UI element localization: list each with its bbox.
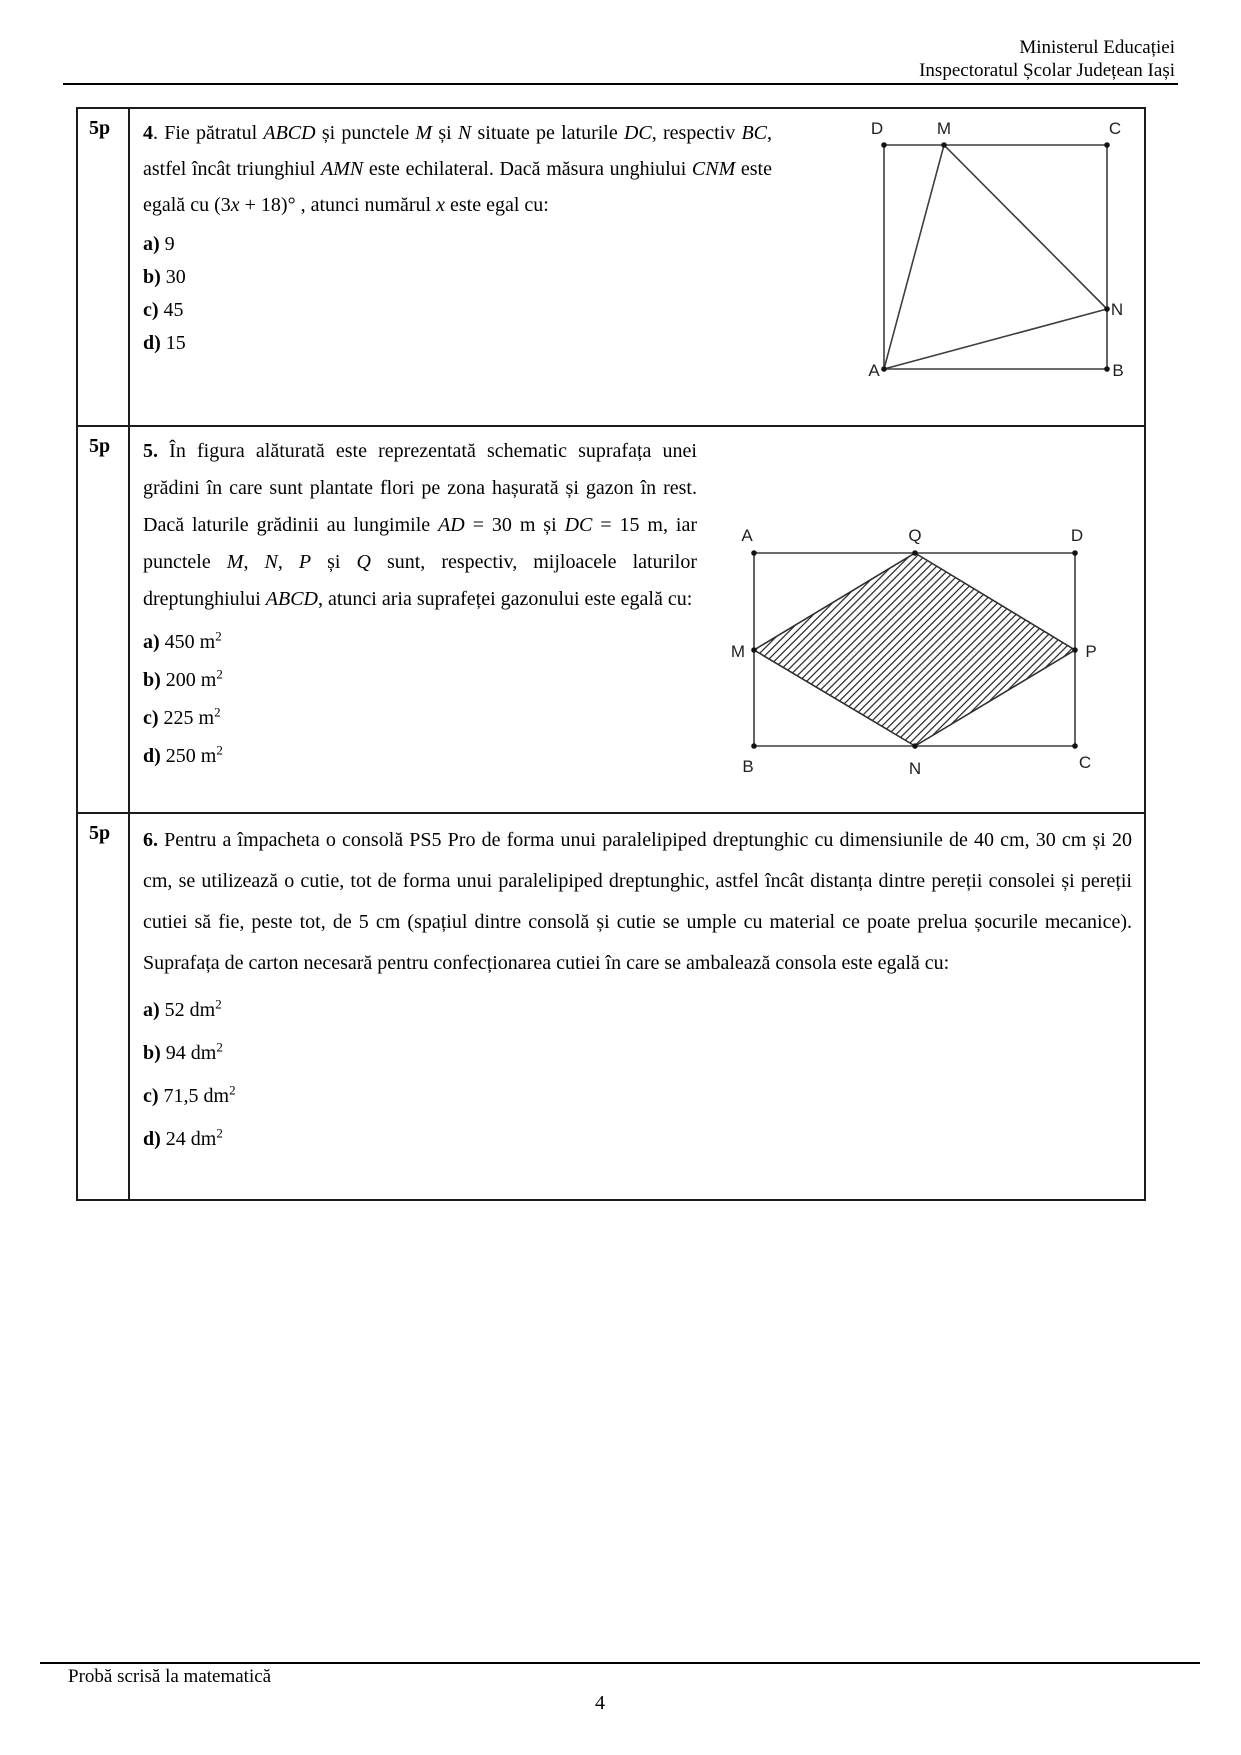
points-cell: 5p [78, 814, 130, 1199]
garden-figure [727, 521, 1107, 779]
vertex-label-m: M [936, 119, 952, 138]
question-row-4 [78, 109, 1144, 425]
answer-option-c: c) 225 $m^2$ [143, 704, 221, 729]
points-cell: 5p [78, 109, 130, 425]
vertex-label-c: C [1108, 119, 1122, 138]
vertex-label-n: N [1110, 300, 1124, 319]
answer-option-d: d) 15 [143, 332, 186, 354]
document-header [919, 36, 1175, 82]
question-text: 4. Fie pătratul ABCD și punctele M și N situate pe laturile DC, respectiv BC, astfel încât triunghiul AMN este echilateral. Dacă măsura unghiului CNM este egală cu (3x + 18)° , atunci numărul x este egal cu: [143, 122, 773, 216]
question-body-4 [130, 109, 1144, 425]
answer-options [143, 989, 1132, 1161]
answer-option-d: d) 250 $m^2$ [143, 742, 223, 767]
answer-option-b: b) 94 $dm^2$ [143, 1039, 223, 1064]
answer-option-a: a) 9 [143, 233, 175, 255]
header-inspectorate-line: Inspectoratul Școlar Județean Iași [919, 60, 1175, 81]
header-ministry-line: Ministerul Educației [1019, 37, 1175, 58]
answer-option-c: c) 71,5 $dm^2$ [143, 1082, 236, 1107]
header-rule [63, 83, 1178, 85]
answer-option-c: c) 45 [143, 299, 184, 321]
footer-rule [40, 1662, 1200, 1664]
question-row-6 [78, 812, 1144, 1199]
question-body-6 [130, 814, 1144, 1199]
footer-page-number: 4 [595, 1692, 605, 1714]
vertex-label-d: D [1070, 526, 1084, 545]
answer-option-a: a) 52 $dm^2$ [143, 996, 222, 1021]
answer-option-b: b) 30 [143, 266, 186, 288]
question-text: 6. Pentru a împacheta o consolă PS5 Pro de forma unui paralelipiped dreptunghic cu dimensiunile de 40 cm, 30 cm și 20 cm, se utilizează o cutie, tot de forma unui paralelipiped dreptunghic, astfel încât distanța dintre pereții consolei și pereții cutiei să fie, peste tot, de 5 cm (spațiul dintre consolă și cutie se umple cu material ce poate prelua șocurile mecanice). Suprafața de carton necesară pentru confecționarea cutiei în care se ambalează consola este egală cu: [143, 829, 1132, 974]
vertex-label-m: M [730, 642, 746, 661]
answer-option-a: a) 450 $m^2$ [143, 628, 222, 653]
vertex-label-q: Q [908, 526, 922, 545]
question-row-5 [78, 425, 1144, 812]
footer-exam-name: Probă scrisă la matematică [68, 1666, 272, 1687]
points-cell: 5p [78, 427, 130, 812]
square-figure [867, 117, 1132, 385]
vertex-label-n: N [908, 759, 922, 778]
vertex-label-a: A [868, 361, 880, 380]
vertex-label-b: B [1112, 361, 1124, 380]
vertex-label-b: B [742, 757, 754, 776]
vertex-label-p: P [1085, 642, 1097, 661]
question-body-5 [130, 427, 1144, 812]
vertex-label-d: D [870, 119, 884, 138]
answer-option-d: d) 24 $dm^2$ [143, 1125, 223, 1150]
vertex-label-a: A [741, 526, 753, 545]
question-text: 5. În figura alăturată este reprezentată schematic suprafața unei grădini în care sunt plantate flori pe zona hașurată și gazon în rest. Dacă laturile grădinii au lungimile AD = 30 m și DC = 15 m, iar punctele M, N, P și Q sunt, respectiv, mijloacele laturilor dreptunghiului ABCD, atunci aria suprafeței gazonului este egală cu: [143, 440, 697, 610]
answer-option-b: b) 200 $m^2$ [143, 666, 223, 691]
questions-table [76, 107, 1146, 1201]
vertex-label-c: C [1078, 753, 1092, 772]
